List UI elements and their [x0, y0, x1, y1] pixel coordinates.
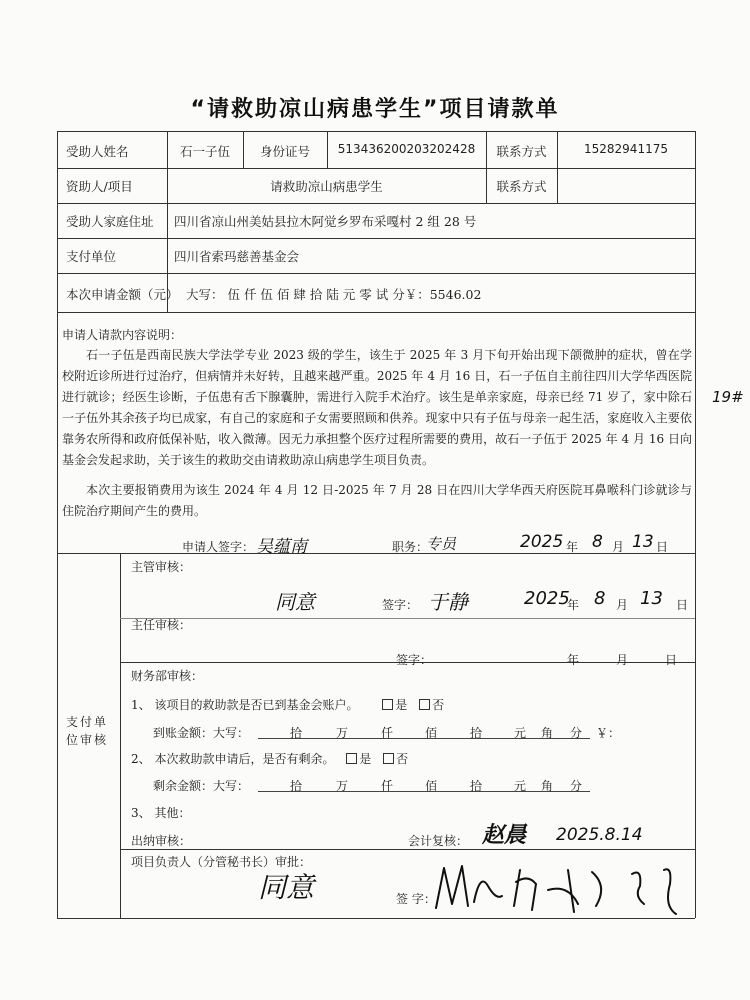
supervisor-sign-label: 签字： [382, 598, 419, 612]
payer-label: 支付单位 [66, 249, 117, 264]
remaining-unit: 元 [514, 779, 527, 793]
year-label: 年 [566, 540, 579, 554]
amount-value: 大写： 伍 仟 伍 佰 肆 拾 陆 元 零 试 分￥：5546.02 [186, 287, 482, 302]
question-2: 2、 本次救助款申请后，是否有剩余。 是 否 [131, 752, 409, 766]
finance-review-label: 财务部审核： [131, 669, 204, 683]
contact-label: 联系方式 [496, 144, 547, 159]
q1-yes-checkbox[interactable] [382, 699, 393, 710]
q2-yes-checkbox[interactable] [346, 753, 357, 764]
address-value: 四川省凉山州美姑县拉木阿觉乡罗布采嘎村 2 组 28 号 [174, 214, 477, 229]
arrival-unit: 角 [541, 726, 554, 740]
arrival-unit: 元 [514, 726, 527, 740]
accounting-date: 2025.8.14 [556, 825, 643, 845]
director-sign-label: 签字： [396, 653, 433, 667]
supervisor-signature: 于静 [428, 590, 468, 614]
arrival-amount-label: 到账金额：大写： [153, 726, 250, 740]
supervisor-date-day: 13 [640, 588, 663, 609]
contact-phone: 15282941175 [584, 142, 668, 156]
recipient-name-label: 受助人姓名 [66, 144, 129, 159]
remaining-amount-label: 剩余金额：大写： [153, 779, 250, 793]
position-label: 职务： [392, 540, 429, 554]
contact-label-2: 联系方式 [496, 179, 547, 194]
id-label: 身份证号 [259, 144, 310, 159]
amount-label: 本次申请金额（元） [66, 287, 179, 302]
applicant-date-day: 13 [632, 532, 654, 552]
applicant-signature: 吴蕴南 [256, 537, 307, 557]
q1-no-checkbox[interactable] [419, 699, 430, 710]
arrival-unit: 佰 [425, 726, 438, 740]
position-value: 专员 [426, 535, 457, 553]
leader-opinion: 同意 [258, 871, 315, 904]
supervisor-date-year: 2025 [524, 588, 570, 609]
leader-signature-strokes [428, 856, 688, 920]
address-label: 受助人家庭住址 [66, 214, 154, 229]
supervisor-divider [120, 618, 695, 619]
leader-approval-label: 项目负责人（分管秘书长）审批： [131, 855, 312, 869]
year-label: 年 [567, 653, 580, 667]
arrival-yuan-sign: ￥： [596, 726, 621, 740]
payer-value: 四川省索玛慈善基金会 [174, 249, 300, 264]
q2-yes-option[interactable]: 是 [344, 752, 371, 766]
id-number: 513436200203202428 [337, 142, 476, 156]
month-label: 月 [616, 598, 629, 612]
accounting-signature: 赵晨 [482, 823, 527, 848]
page-title: “请救助凉山病患学生”项目请款单 [190, 97, 560, 122]
q1-no-option[interactable]: 否 [417, 698, 444, 712]
remaining-unit: 仟 [381, 779, 394, 793]
leader-sign-label: 签 字： [396, 892, 436, 906]
month-label: 月 [616, 653, 629, 667]
remaining-unit: 角 [541, 779, 554, 793]
month-label: 月 [612, 540, 625, 554]
remaining-unit: 拾 [290, 779, 303, 793]
question-1: 1、 该项目的救助款是否已到基金会账户。 是 否 [131, 698, 445, 712]
applicant-sign-label: 申请人签字： [182, 540, 255, 554]
director-review-label: 主任审核： [131, 618, 192, 632]
question-3: 3、 其他： [131, 806, 191, 820]
remaining-unit: 分 [570, 779, 583, 793]
project-label: 资助人/项目 [66, 179, 133, 194]
cashier-review-label: 出纳审核： [131, 834, 192, 848]
arrival-unit: 拾 [290, 726, 303, 740]
q2-no-option[interactable]: 否 [381, 752, 408, 766]
supervisor-date-month: 8 [594, 588, 606, 609]
arrival-unit: 拾 [470, 726, 483, 740]
review-side-label: 支付单位审核 [65, 715, 108, 747]
arrival-unit: 仟 [381, 726, 394, 740]
remaining-unit: 万 [336, 779, 349, 793]
day-label: 日 [656, 540, 669, 554]
remaining-unit: 拾 [470, 779, 483, 793]
application-paragraph-2: 本次主要报销费用为该生 2024 年 4 月 12 日-2025 年 7 月 28 日在四川大学华西天府医院耳鼻喉科门诊就诊与住院治疗期间产生的费用。 [62, 483, 692, 518]
arrival-unit: 万 [336, 726, 349, 740]
day-label: 日 [676, 598, 689, 612]
remaining-unit: 佰 [425, 779, 438, 793]
project-name: 请救助凉山病患学生 [270, 179, 383, 194]
day-label: 日 [665, 653, 678, 667]
recipient-name: 石一子伍 [179, 144, 230, 159]
supervisor-review-label: 主管审核： [131, 560, 192, 574]
supervisor-opinion: 同意 [275, 590, 315, 614]
application-paragraph-1: 石一子伍是西南民族大学法学专业 2023 级的学生，该生于 2025 年 3 月下旬开始出现下颌微肿的症状，曾在学校附近诊所进行过治疗，但病情并未好转，且越来越严重。2025 年 4 月 16 日，石一子伍自主前往四川大学华西医院进行就诊；经医生诊断，子伍患有舌下腺囊肿，需进行入院手术治疗。该生是单亲家庭，母亲已经 71 岁了，家中除石一子伍外其余孩子均已成家，有自己的家庭和子女需要照顾和供养。现家中只有子伍与母亲一起生活，家庭收入主要依靠务农所得和政府低保补贴，收入微薄。因无力承担整个医疗过程所需要的费用，故石一子伍于 2025 年 4 月 16 日向基金会发起求助，关于该生的救助交由请救助凉山病患学生项目负责。 [62, 348, 692, 467]
applicant-date-month: 8 [592, 532, 603, 552]
year-label: 年 [567, 598, 580, 612]
applicant-date-year: 2025 [520, 532, 564, 552]
q1-yes-option[interactable]: 是 [380, 698, 407, 712]
accounting-review-label: 会计复核： [408, 834, 469, 848]
q2-no-checkbox[interactable] [383, 753, 394, 764]
application-heading: 申请人请款内容说明： [62, 328, 183, 342]
arrival-unit: 分 [570, 726, 583, 740]
margin-note: 19# [712, 388, 744, 406]
